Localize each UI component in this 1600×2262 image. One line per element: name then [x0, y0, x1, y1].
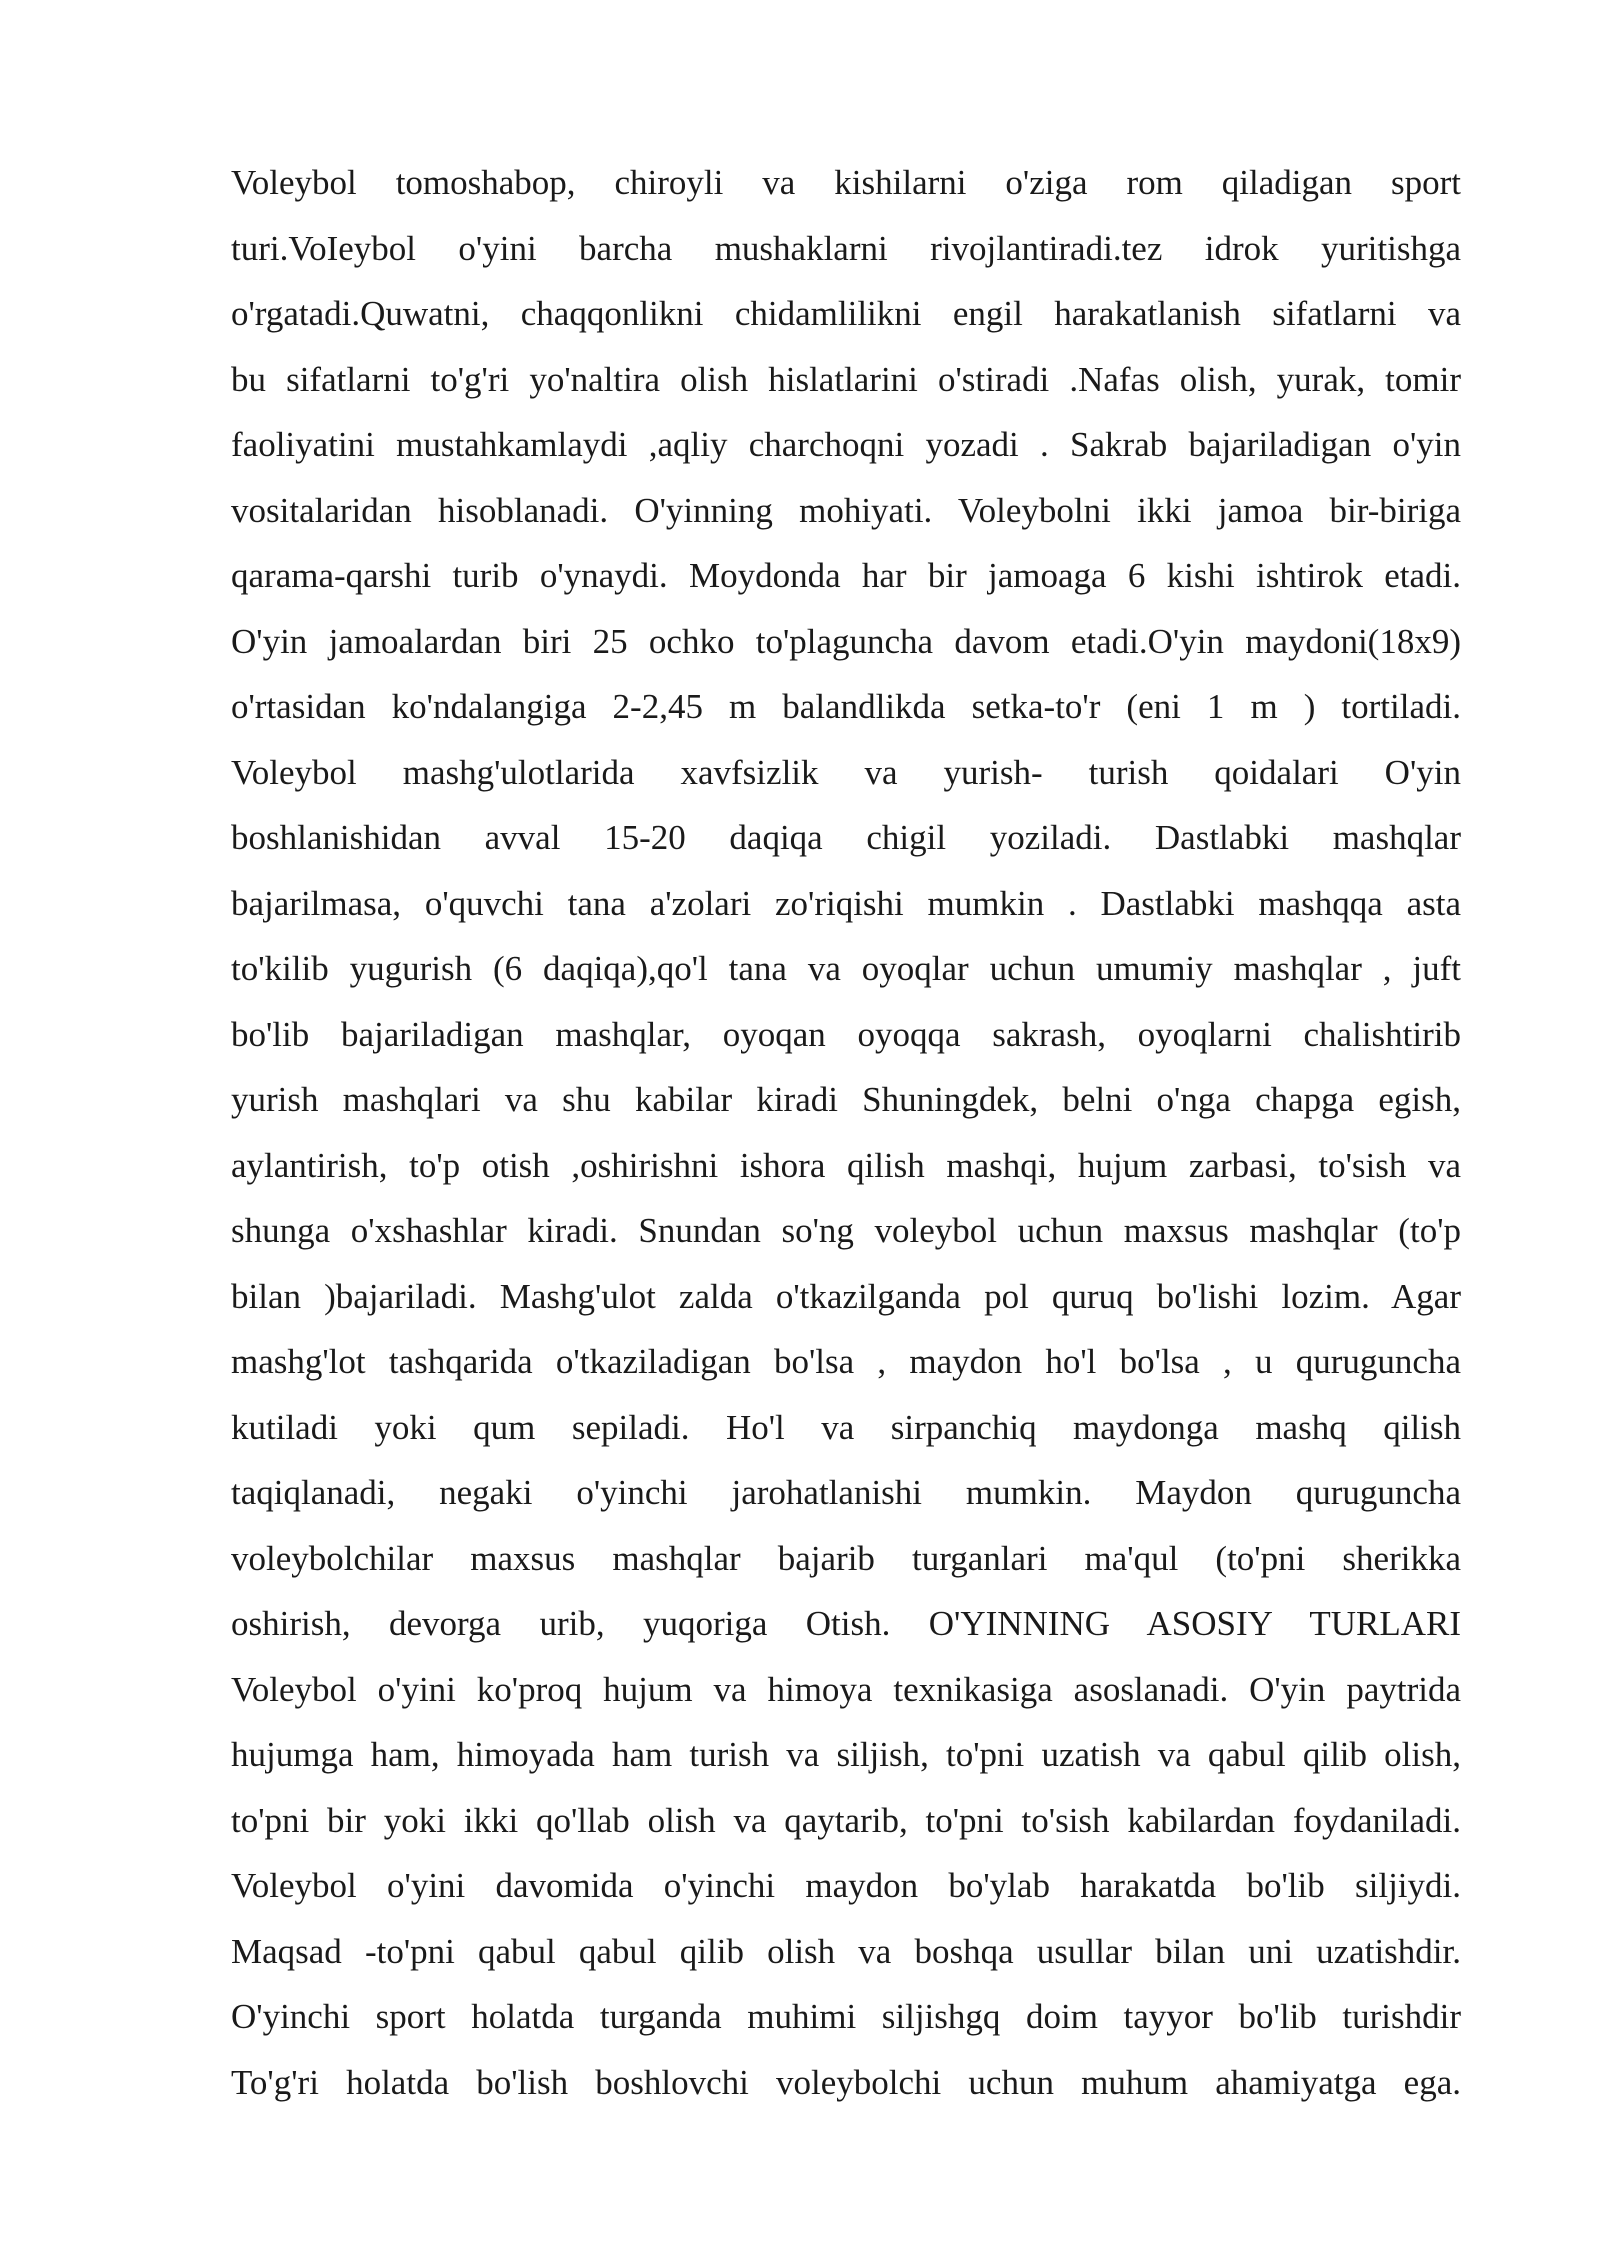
text-line: bilan )bajariladi. Mashg'ulot zalda o'tkazilganda pol quruq bo'lishi lozim. Agar [231, 1276, 1461, 1316]
body-text [231, 150, 1461, 2115]
text-line: taqiqlanadi, negaki o'yinchi jarohatlanishi mumkin. Maydon quruguncha [231, 1473, 1461, 1512]
text-line: Voleybol o'yini ko'proq hujum va himoya texnikasiga asoslanadi. O'yin paytrida [231, 1669, 1461, 1709]
text-line: Maqsad -to'pni qabul qabul qilib olish va boshqa usullar bilan uni uzatishdir. [231, 1931, 1461, 1971]
text-line: mashg'lot tashqarida o'tkaziladigan bo'lsa , maydon ho'l bo'lsa , u quruguncha [231, 1342, 1461, 1381]
text-line: faoliyatini mustahkamlaydi ,aqliy charchoqni yozadi . Sakrab bajariladigan o'yin [231, 425, 1461, 464]
text-line: Voleybol mashg'ulotlarida xavfsizlik va yurish- turish qoidalari O'yin [231, 752, 1461, 792]
text-line: to'pni bir yoki ikki qo'llab olish va qaytarib, to'pni to'sish kabilardan foydaniladi. [231, 1800, 1461, 1840]
text-line: oshirish, devorga urib, yuqoriga Otish. O'YINNING ASOSIY TURLARI [231, 1604, 1461, 1643]
text-line: bajarilmasa, o'quvchi tana a'zolari zo'riqishi mumkin . Dastlabki mashqqa asta [231, 883, 1461, 923]
text-line: bo'lib bajariladigan mashqlar, oyoqan oyoqqa sakrash, oyoqlarni chalishtirib [231, 1014, 1461, 1054]
text-line: O'yin jamoalardan biri 25 ochko to'plaguncha davom etadi.O'yin maydoni(18x9) [231, 621, 1461, 661]
text-line: o'rgatadi.Quwatni, chaqqonlikni chidamlilikni engil harakatlanish sifatlarni va [231, 294, 1461, 333]
text-line: To'g'ri holatda bo'lish boshlovchi voleybolchi uchun muhum ahamiyatga ega. [231, 2062, 1461, 2102]
text-line: hujumga ham, himoyada ham turish va siljish, to'pni uzatish va qabul qilib olish, [231, 1735, 1461, 1774]
text-line: Voleybol o'yini davomida o'yinchi maydon bo'ylab harakatda bo'lib siljiydi. [231, 1866, 1461, 1905]
text-line: boshlanishidan avval 15-20 daqiqa chigil yoziladi. Dastlabki mashqlar [231, 818, 1461, 857]
text-line: O'yinchi sport holatda turganda muhimi siljishgq doim tayyor bo'lib turishdir [231, 1997, 1461, 2036]
text-line: kutiladi yoki qum sepiladi. Ho'l va sirpanchiq maydonga mashq qilish [231, 1407, 1461, 1447]
text-line: yurish mashqlari va shu kabilar kiradi Shuningdek, belni o'nga chapga egish, [231, 1080, 1461, 1119]
text-line: to'kilib yugurish (6 daqiqa),qo'l tana va oyoqlar uchun umumiy mashqlar , juft [231, 949, 1461, 988]
text-line: aylantirish, to'p otish ,oshirishni ishora qilish mashqi, hujum zarbasi, to'sish va [231, 1145, 1461, 1185]
text-line: voleybolchilar maxsus mashqlar bajarib turganlari ma'qul (to'pni sherikka [231, 1538, 1461, 1578]
text-line: shunga o'xshashlar kiradi. Snundan so'ng voleybol uchun maxsus mashqlar (to'p [231, 1211, 1461, 1250]
text-line: vositalaridan hisoblanadi. O'yinning mohiyati. Voleybolni ikki jamoa bir-biriga [231, 490, 1461, 530]
text-line: turi.VoIeybol o'yini barcha mushaklarni rivojlantiradi.tez idrok yuritishga [231, 228, 1461, 268]
text-line: o'rtasidan ko'ndalangiga 2-2,45 m balandlikda setka-to'r (eni 1 m ) tortiladi. [231, 687, 1461, 726]
text-line: Voleybol tomoshabop, chiroyli va kishilarni o'ziga rom qiladigan sport [231, 163, 1461, 202]
text-line: bu sifatlarni to'g'ri yo'naltira olish hislatlarini o'stiradi .Nafas olish, yurak, tomir [231, 359, 1461, 399]
text-line: qarama-qarshi turib o'ynaydi. Moydonda har bir jamoaga 6 kishi ishtirok etadi. [231, 556, 1461, 595]
